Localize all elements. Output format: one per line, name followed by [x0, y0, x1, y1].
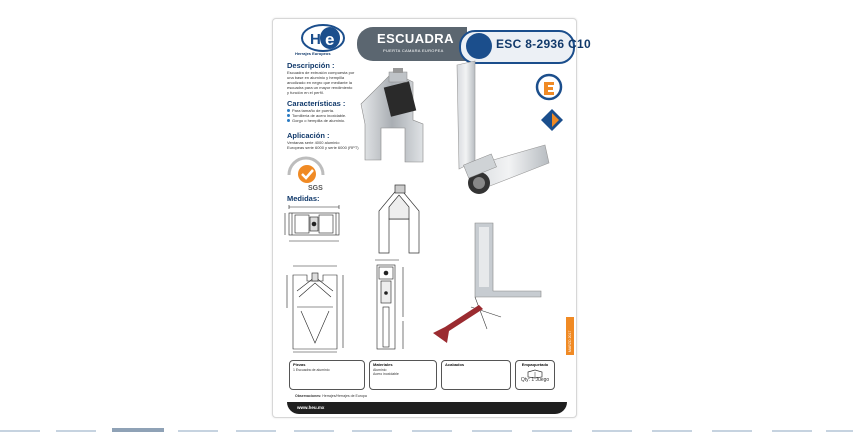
caracteristica-item: Para tamaño de puerta. [287, 108, 365, 113]
empaquetado-box [515, 360, 555, 390]
brand-logo [301, 24, 345, 52]
certification-badge-icon [539, 107, 565, 133]
materiales-value: Aluminio [373, 367, 387, 372]
page-thumbnail[interactable] [592, 430, 632, 432]
page-thumbnail[interactable] [178, 430, 218, 432]
sgs-certification-seal [285, 157, 327, 193]
page-thumbnail[interactable] [236, 430, 276, 432]
empaquetado-label: Empaquetado [521, 362, 549, 367]
acabados-box [441, 360, 511, 390]
qty-label: Qty: 1 Juego [520, 376, 550, 383]
svg-text:e: e [325, 30, 335, 49]
product-sheet [272, 18, 591, 418]
page-thumbnail-active[interactable] [112, 428, 164, 432]
page-thumbnail[interactable] [56, 430, 96, 432]
descripcion-heading: Descripción : [287, 61, 335, 70]
brand-seal-icon [535, 73, 563, 101]
sheet-footer [287, 402, 567, 414]
page-thumbnail[interactable] [352, 430, 392, 432]
piezas-label: Piezas [293, 362, 306, 367]
observaciones-label: Observaciones: [295, 394, 322, 398]
descripcion-line: Escuadra de extrusión compuesta por [287, 70, 355, 75]
descripcion-line: anodizado en negro que mediante la [287, 80, 352, 85]
brand-subtitle: Herrajes Europeos [295, 51, 331, 56]
descripcion-line: y función en el perfil. [287, 90, 324, 95]
date-side-tab [566, 317, 574, 355]
page-subtitle: PUERTA CAMARA EUROPEA [383, 48, 444, 53]
footer-url[interactable]: www.heu.mx [297, 405, 325, 410]
page-thumbnail[interactable] [294, 430, 334, 432]
side-view-drawing [365, 257, 409, 351]
page-thumbnail[interactable] [412, 430, 452, 432]
page-thumbnail[interactable] [0, 430, 40, 432]
acabados-label: Acabados [445, 362, 465, 367]
descripcion-line: una base en aluminio y hempilla [287, 75, 345, 80]
materiales-label: Materiales [373, 362, 393, 367]
medidas-heading: Medidas: [287, 194, 320, 203]
svg-text:H: H [310, 31, 321, 48]
piezas-value: 1 Escuadra de aluminio [293, 367, 330, 372]
page-thumbnail[interactable] [712, 430, 752, 432]
medidas-section [287, 194, 365, 203]
front-view-drawing [283, 263, 347, 353]
page-thumbnail[interactable] [826, 430, 853, 432]
sgs-label: SGS [308, 185, 323, 192]
piezas-box [289, 360, 365, 390]
page-thumbnail-strip [0, 430, 853, 434]
page-thumbnail[interactable] [652, 430, 692, 432]
date-side-tab-text: MARZO 2017 [568, 330, 572, 352]
aplicacion-line: Ventanas serie 4000 aluminio [287, 140, 340, 145]
bracket-photo-front [353, 64, 443, 169]
top-view-drawing [283, 203, 345, 245]
observaciones-value: Herrajes/Herrajes de Europa [322, 394, 367, 398]
corner-assembly-photo [431, 217, 559, 359]
bracket-photo-isometric [375, 181, 425, 257]
code-badge-dot [466, 33, 492, 59]
page-thumbnail[interactable] [532, 430, 572, 432]
page-thumbnail[interactable] [472, 430, 512, 432]
caracteristica-item: Gorgo o hempilla de aluminio. [287, 118, 365, 123]
page-title: ESCUADRA [377, 31, 454, 46]
materiales-value: Acero inoxidable [373, 372, 399, 376]
aplicacion-heading: Aplicación : [287, 131, 330, 140]
caracteristica-item: Tornillería de acero inoxidable. [287, 113, 365, 118]
materiales-box [369, 360, 437, 390]
descripcion-line: escuadra para un mayor rendimiento [287, 85, 353, 90]
product-code: ESC 8-2936 C10 [496, 37, 591, 51]
observaciones [295, 394, 367, 398]
page-thumbnail[interactable] [772, 430, 812, 432]
caracteristicas-heading: Características : [287, 99, 346, 108]
aplicacion-line: Europeas serie 6000 y serie 6000 (RPT) [287, 145, 359, 150]
